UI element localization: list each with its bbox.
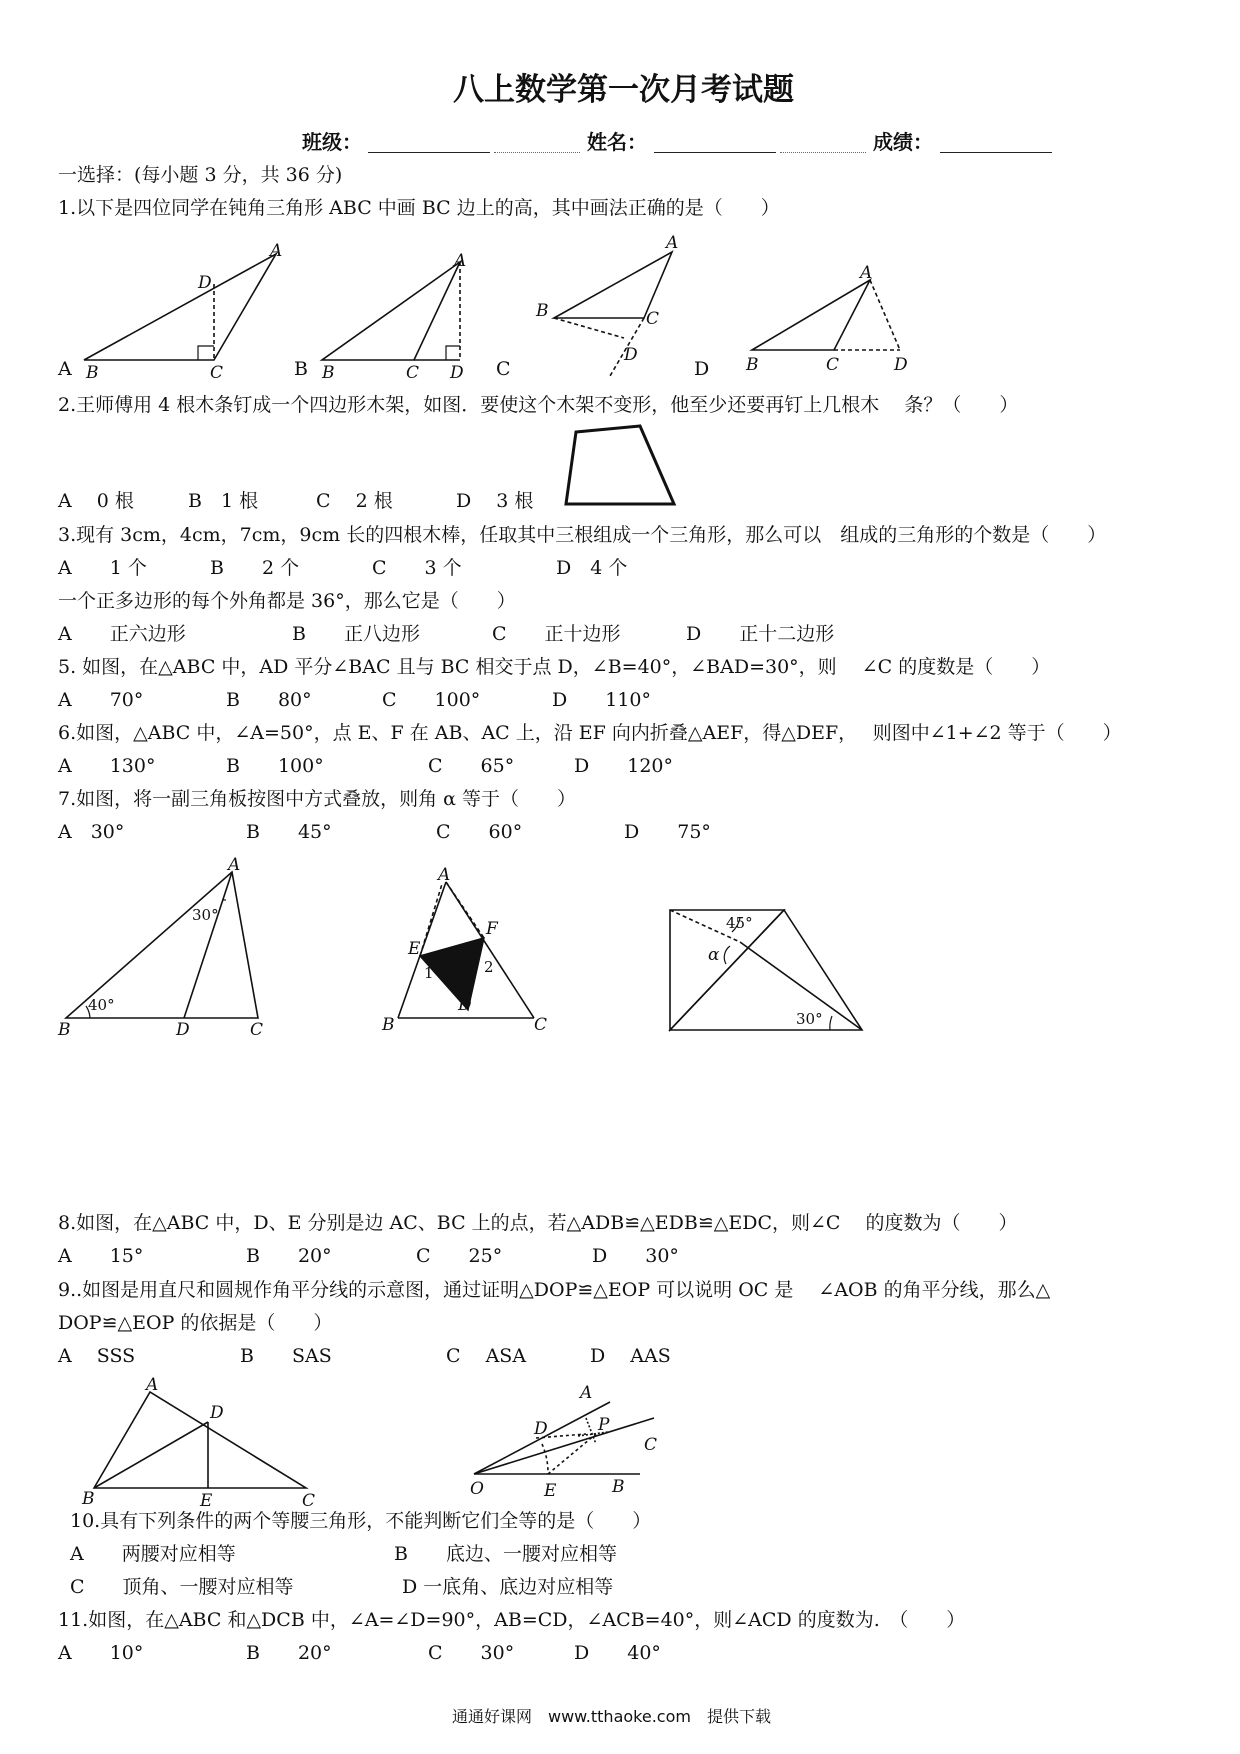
option-c[interactable]: C 60° (436, 821, 523, 843)
option-a[interactable]: A 130° (58, 755, 156, 777)
option-b[interactable]: B SAS (240, 1345, 332, 1367)
name-field[interactable] (654, 152, 776, 153)
point-label: C (534, 1015, 548, 1035)
option-b[interactable]: B 2 个 (210, 557, 300, 579)
point-label: A (228, 855, 241, 875)
option-d[interactable]: D 75° (624, 821, 711, 843)
option-c[interactable]: C 3 个 (372, 557, 462, 579)
option-d[interactable]: D AAS (590, 1345, 671, 1367)
option-b[interactable]: B 80° (226, 689, 312, 711)
option-c[interactable]: C 30° (428, 1642, 515, 1664)
page-footer: 通通好课网 www.tthaoke.com 提供下载 (452, 1707, 771, 1726)
quadrilateral-figure (560, 420, 680, 520)
option-a[interactable]: A 正六边形 (58, 623, 186, 645)
option-b[interactable]: B 1 根 (188, 490, 259, 512)
option-c[interactable]: C ASA (446, 1345, 527, 1367)
question-stem: 2.王师傅用 4 根木条钉成一个四边形木架，如图．要使这个木架不变形，他至少还要再钉上几根木 条？（ ） (58, 394, 1019, 416)
question-stem: 10.具有下列条件的两个等腰三角形，不能判断它们全等的是（ ） (70, 1510, 652, 1532)
point-label: F (486, 919, 498, 939)
option-d[interactable]: D (694, 358, 710, 380)
option-b[interactable]: B 20° (246, 1245, 332, 1267)
option-d[interactable]: D 30° (592, 1245, 679, 1267)
option-b[interactable]: B (294, 358, 308, 380)
name-label: 姓名： (587, 130, 647, 154)
question-stem: 5. 如图，在△ABC 中，AD 平分∠BAC 且与 BC 相交于点 D，∠B=40°，∠BAD=30°，则 ∠C 的度数是（ ） (58, 656, 1051, 678)
option-d[interactable]: D 正十二边形 (686, 623, 835, 645)
question-stem: 一个正多边形的每个外角都是 36°，那么它是（ ） (58, 590, 516, 612)
option-c[interactable]: C (496, 358, 511, 380)
option-a[interactable]: A 两腰对应相等 (70, 1543, 236, 1565)
score-label: 成绩： (873, 130, 933, 154)
option-b[interactable]: B 100° (226, 755, 324, 777)
angle-label: 30° (192, 906, 219, 924)
option-a[interactable]: A 15° (58, 1245, 144, 1267)
option-b[interactable]: B 正八边形 (292, 623, 420, 645)
angle-label: α (708, 945, 720, 965)
point-label: A (860, 263, 873, 283)
header-divider (780, 152, 866, 153)
point-label: A (270, 241, 283, 261)
point-label: D (198, 273, 212, 293)
point-label: A (146, 1375, 159, 1395)
question-stem: 6.如图，△ABC 中，∠A=50°，点 E、F 在 AB、AC 上，沿 EF 向内折叠△AEF，得△DEF， 则图中∠1+∠2 等于（ ） (58, 722, 1122, 744)
option-d[interactable]: D 110° (552, 689, 651, 711)
point-label: B (322, 363, 335, 383)
point-label: P (598, 1415, 610, 1435)
option-b[interactable]: B 20° (246, 1642, 332, 1664)
point-label: E (544, 1481, 557, 1501)
option-a[interactable]: A 70° (58, 689, 144, 711)
question-stem: 9..如图是用直尺和圆规作角平分线的示意图，通过证明△DOP≌△EOP 可以说明 OC 是 ∠AOB 的角平分线，那么△ (58, 1279, 1051, 1301)
point-label: A (454, 251, 467, 271)
option-a[interactable]: A SSS (58, 1345, 136, 1367)
option-c[interactable]: C 65° (428, 755, 515, 777)
point-label: B (58, 1020, 71, 1040)
point-label: C (826, 355, 840, 375)
option-d[interactable]: D 一底角、底边对应相等 (402, 1576, 614, 1598)
option-c[interactable]: C 正十边形 (492, 623, 621, 645)
option-d[interactable]: D 120° (574, 755, 673, 777)
point-label: D (176, 1020, 190, 1040)
class-label: 班级： (302, 130, 362, 154)
question-stem: DOP≌△EOP 的依据是（ ） (58, 1312, 333, 1334)
point-label: B (536, 301, 549, 321)
point-label: A (438, 865, 451, 885)
point-label: C (644, 1435, 658, 1455)
option-b[interactable]: B 底边、一腰对应相等 (394, 1543, 617, 1565)
question-stem: 11.如图，在△ABC 和△DCB 中，∠A=∠D=90°，AB=CD，∠ACB=40°，则∠ACD 的度数为. （ ） (58, 1609, 966, 1631)
option-c[interactable]: C 25° (416, 1245, 503, 1267)
point-label: B (86, 363, 99, 383)
angle-label: 40° (88, 996, 115, 1014)
point-label: C (210, 363, 224, 383)
option-a[interactable]: A 10° (58, 1642, 144, 1664)
point-label: C (646, 309, 660, 329)
question-stem: 1.以下是四位同学在钝角三角形 ABC 中画 BC 边上的高，其中画法正确的是（ ） (58, 197, 780, 219)
point-label: D (458, 995, 472, 1015)
q8-9-figures (0, 1374, 1240, 1511)
point-label: D (624, 345, 638, 365)
option-a[interactable]: A (58, 358, 72, 380)
option-d[interactable]: D 40° (574, 1642, 661, 1664)
angle-number: 1 (424, 964, 434, 982)
question-stem: 7.如图，将一副三角板按图中方式叠放，则角 α 等于（ ） (58, 788, 577, 810)
option-d[interactable]: D 4 个 (556, 557, 628, 579)
point-label: C (250, 1020, 264, 1040)
point-label: B (612, 1477, 625, 1497)
question-stem: 8.如图，在△ABC 中，D、E 分别是边 AC、BC 上的点，若△ADB≌△EDB≌△EDC，则∠C 的度数为（ ） (58, 1212, 1018, 1234)
angle-label: 45° (726, 914, 753, 932)
option-a[interactable]: A 30° (58, 821, 125, 843)
point-label: D (210, 1403, 224, 1423)
point-label: O (470, 1479, 484, 1499)
option-c[interactable]: C 2 根 (316, 490, 393, 512)
section-heading: 一选择：(每小题 3 分，共 36 分) (58, 164, 343, 186)
q5-6-7-figures (0, 855, 1240, 1040)
point-label: C (406, 363, 420, 383)
angle-number: 2 (484, 958, 494, 976)
question-stem: 3.现有 3cm，4cm，7cm，9cm 长的四根木棒，任取其中三根组成一个三角形，那么可以 组成的三角形的个数是（ ） (58, 524, 1107, 546)
q1-figures (0, 230, 1240, 410)
score-field[interactable] (940, 152, 1052, 153)
point-label: E (408, 939, 421, 959)
point-label: C (302, 1491, 316, 1511)
class-field[interactable] (368, 152, 490, 153)
option-a[interactable]: A 1 个 (58, 557, 147, 579)
point-label: D (534, 1419, 548, 1439)
point-label: D (894, 355, 908, 375)
point-label: A (666, 233, 679, 253)
point-label: B (82, 1489, 95, 1509)
point-label: B (746, 355, 759, 375)
point-label: D (450, 363, 464, 383)
header-divider (494, 152, 580, 153)
option-b[interactable]: B 45° (246, 821, 332, 843)
point-label: E (200, 1491, 213, 1511)
angle-label: 30° (796, 1010, 823, 1028)
point-label: A (580, 1383, 593, 1403)
option-d[interactable]: D 3 根 (456, 490, 534, 512)
option-a[interactable]: A 0 根 (58, 490, 134, 512)
point-label: B (382, 1015, 395, 1035)
page-title: 八上数学第一次月考试题 (453, 72, 794, 108)
option-c[interactable]: C 顶角、一腰对应相等 (70, 1576, 294, 1598)
option-c[interactable]: C 100° (382, 689, 481, 711)
